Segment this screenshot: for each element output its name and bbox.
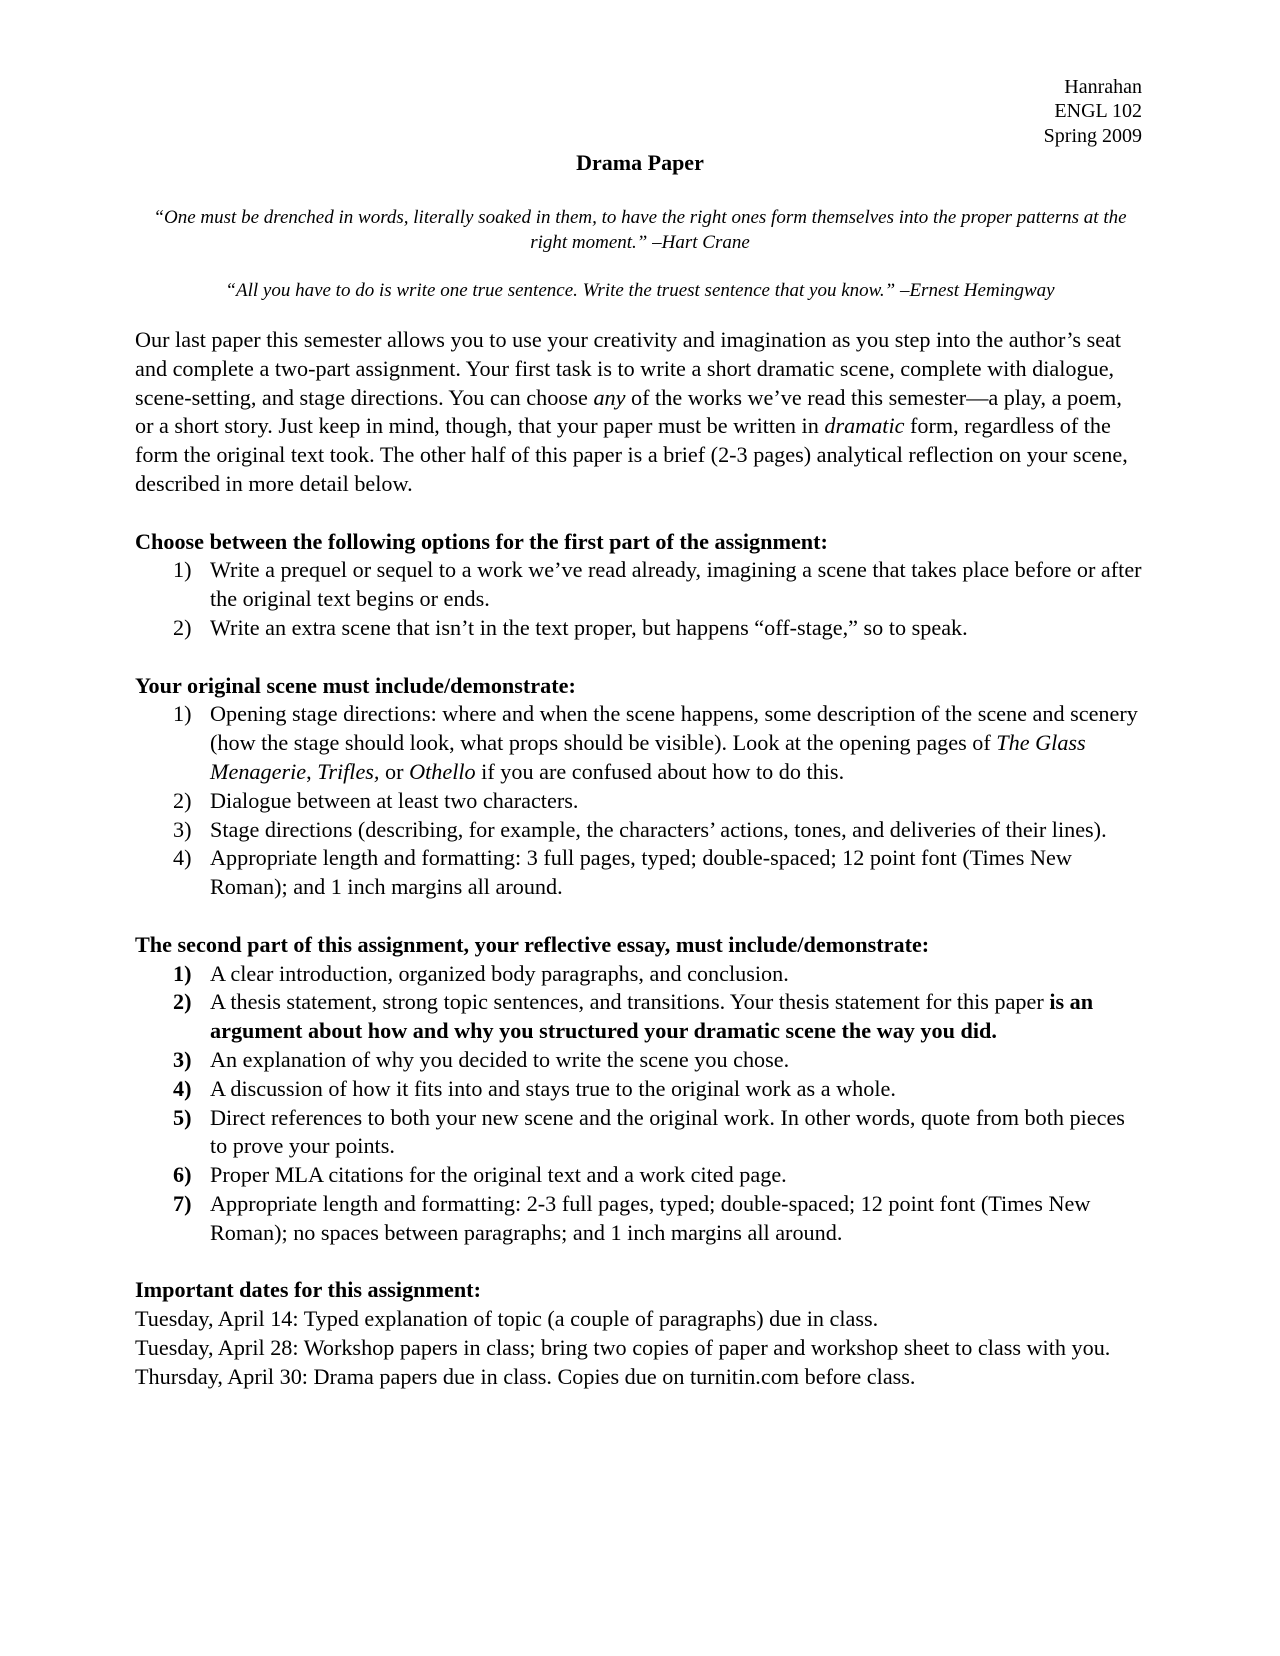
intro-emphasis: dramatic — [824, 413, 905, 439]
list-item — [135, 787, 1145, 816]
list-text: Write a prequel or sequel to a work we’ve read already, imagining a scene that takes place before or after the original text begins or ends. — [210, 557, 1142, 612]
options-list — [135, 556, 1145, 642]
list-number: 3) — [173, 816, 192, 842]
list-item — [135, 1046, 1145, 1075]
list-item — [135, 614, 1145, 643]
list-item — [135, 1075, 1145, 1104]
list-text: Appropriate length and formatting: 3 full pages, typed; double-spaced; 12 point font (Times New Roman); and 1 inch margins all around. — [210, 845, 1072, 900]
intro-text: Our last paper this semester allows you to use your creativity and imagination as you step into the author’s seat and complete a two-part assignment. Your first task is to write a short dramatic scene, complete with dialogue, scene-setting, and stage directions. You can choose — [135, 327, 1122, 410]
list-item — [135, 816, 1145, 845]
essay-requirements-heading: The second part of this assignment, your reflective essay, must include/demonstrate: — [135, 931, 930, 957]
list-text: or — [379, 758, 410, 784]
list-text: Stage directions (describing, for example, the characters’ actions, tones, and deliveries of their lines). — [210, 816, 1107, 842]
list-item — [135, 844, 1145, 902]
list-text: A clear introduction, organized body paragraphs, and conclusion. — [210, 960, 789, 986]
list-item — [135, 1161, 1145, 1190]
document-body — [135, 326, 1145, 1391]
list-text: , — [306, 758, 318, 784]
list-number: 1) — [173, 557, 192, 583]
intro-paragraph — [135, 326, 1145, 499]
list-number: 2) — [173, 787, 192, 813]
scene-requirements-list — [135, 700, 1145, 902]
epigraph-quote-hemingway: “All you have to do is write one true sentence. Write the truest sentence that you know.” –Ernest Hemingway — [225, 280, 1055, 301]
list-number: 3) — [173, 1046, 192, 1072]
list-text: Appropriate length and formatting: 2-3 full pages, typed; double-spaced; 12 point font (Times New Roman); no spaces between paragraphs; and 1 inch margins all around. — [210, 1190, 1091, 1245]
list-text: A thesis statement, strong topic sentences, and transitions. Your thesis statement for this paper — [210, 989, 1050, 1015]
intro-text: of the works we’ve read this semester—a play, a poem, or a short story. Just keep in mind, though, that your paper must be written in — [135, 384, 1122, 439]
list-number: 4) — [173, 1075, 192, 1101]
work-title: Othello — [409, 758, 476, 784]
date-entry: Tuesday, April 14: Typed explanation of topic (a couple of paragraphs) due in class. — [135, 1306, 879, 1332]
list-text: An explanation of why you decided to write the scene you chose. — [210, 1046, 790, 1072]
list-text: Proper MLA citations for the original text and a work cited page. — [210, 1162, 787, 1188]
work-title: Trifles, — [317, 758, 380, 784]
page-title: Drama Paper — [576, 150, 704, 175]
list-number: 1) — [173, 701, 192, 727]
list-text-bold: is an argument about how and why you structured your dramatic scene the way you did. — [210, 989, 1094, 1044]
list-number: 2) — [173, 614, 192, 640]
list-item — [135, 1104, 1145, 1162]
epigraph-quote-crane: “One must be drenched in words, literally soaked in them, to have the right ones form themselves into the proper patterns at the right moment.” –Hart Crane — [153, 207, 1127, 253]
author-name: Hanrahan — [1064, 76, 1142, 98]
intro-text: form, regardless of the form the original text took. The other half of this paper is a brief (2-3 pages) analytical reflection on your scene, described in more detail below. — [135, 413, 1128, 496]
course-code: ENGL 102 — [1054, 100, 1142, 123]
date-entry: Thursday, April 30: Drama papers due in class. Copies due on turnitin.com before class. — [135, 1363, 916, 1389]
list-item — [135, 1190, 1145, 1248]
list-number: 4) — [173, 845, 192, 871]
list-number: 6) — [173, 1162, 192, 1188]
list-text: Direct references to both your new scene and the original work. In other words, quote from both pieces to prove your points. — [210, 1104, 1125, 1159]
list-text: Write an extra scene that isn’t in the text proper, but happens “off-stage,” so to speak. — [210, 614, 968, 640]
list-text: if you are confused about how to do this. — [475, 758, 845, 784]
list-item — [135, 556, 1145, 614]
date-entry: Tuesday, April 28: Workshop papers in class; bring two copies of paper and workshop sheet to class with you. — [135, 1334, 1111, 1360]
term: Spring 2009 — [1043, 124, 1142, 147]
list-item — [135, 988, 1145, 1046]
list-item — [135, 960, 1145, 989]
work-title: The Glass Menagerie — [210, 730, 1086, 784]
list-text: A discussion of how it fits into and stays true to the original work as a whole. — [210, 1075, 896, 1101]
list-number: 7) — [173, 1190, 192, 1216]
options-heading: Choose between the following options for the first part of the assignment: — [135, 528, 828, 554]
list-number: 1) — [173, 960, 192, 986]
list-text: Opening stage directions: where and when the scene happens, some description of the scene and scenery (how the stage should look, what props should be visible). Look at the opening pages of — [210, 701, 1138, 756]
intro-emphasis: any — [593, 384, 626, 410]
dates-heading: Important dates for this assignment: — [135, 1277, 481, 1303]
list-number: 5) — [173, 1104, 192, 1130]
scene-requirements-heading: Your original scene must include/demonstrate: — [135, 672, 576, 698]
essay-requirements-list — [135, 960, 1145, 1248]
page-header — [1044, 75, 1142, 148]
list-text: Dialogue between at least two characters. — [210, 787, 579, 813]
list-item — [135, 700, 1145, 786]
list-number: 2) — [173, 989, 192, 1015]
